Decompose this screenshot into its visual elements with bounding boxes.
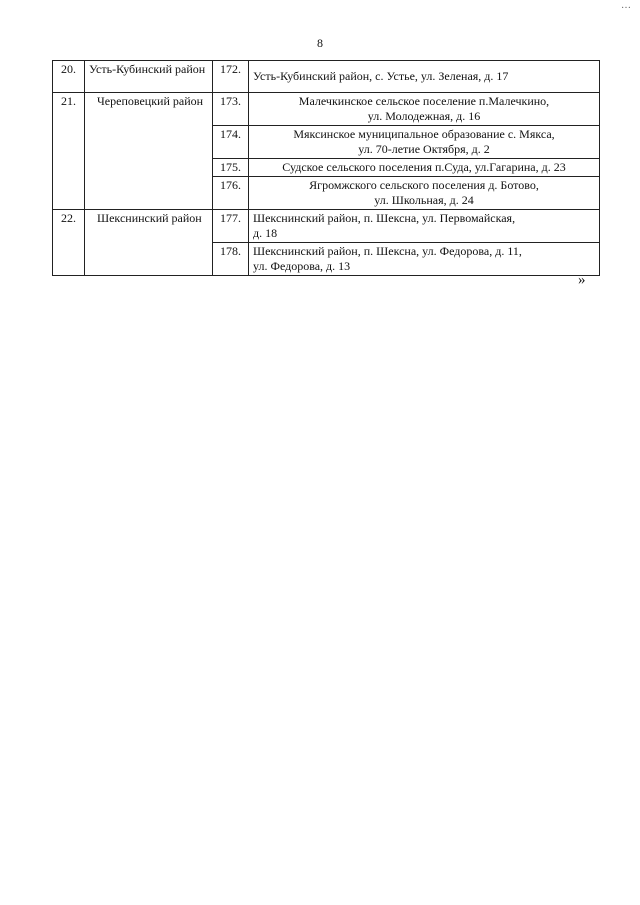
point-address	[249, 126, 600, 159]
point-address	[249, 210, 600, 243]
address-line: Шекснинский район, п. Шексна, ул. Первомайская,	[253, 211, 516, 225]
address-line: ул. Федорова, д. 13	[253, 259, 351, 273]
point-number: 173.	[213, 93, 249, 126]
address-line: Судское сельского поселения п.Суда, ул.Гагарина, д. 23	[282, 160, 566, 174]
address-line: ул. Школьная, д. 24	[374, 193, 474, 207]
corner-mark: …	[621, 0, 632, 11]
point-number: 172.	[213, 61, 249, 93]
address-line: Мяксинское муниципальное образование с. Мякса,	[293, 127, 555, 141]
page-number: 8	[317, 36, 323, 50]
point-number: 176.	[213, 177, 249, 210]
address-line: Усть-Кубинский район, с. Устье, ул. Зеленая, д. 17	[253, 69, 509, 83]
point-number: 174.	[213, 126, 249, 159]
district-name: Усть-Кубинский район	[85, 61, 213, 93]
district-name: Шекснинский район	[85, 210, 213, 276]
point-address	[249, 177, 600, 210]
row-number: 22.	[53, 210, 85, 276]
address-line: д. 18	[253, 226, 278, 240]
table-row	[53, 210, 600, 243]
point-number: 175.	[213, 159, 249, 177]
table-row	[53, 93, 600, 126]
address-line: Шекснинский район, п. Шексна, ул. Федорова, д. 11,	[253, 244, 522, 258]
point-address	[249, 93, 600, 126]
polling-stations-table	[52, 60, 600, 276]
address-line: Ягромжского сельского поселения д. Ботово,	[309, 178, 539, 192]
point-address	[249, 159, 600, 177]
district-name: Череповецкий район	[85, 93, 213, 210]
row-number: 20.	[53, 61, 85, 93]
point-number: 177.	[213, 210, 249, 243]
point-address	[249, 243, 600, 276]
point-address	[249, 61, 600, 93]
point-number: 178.	[213, 243, 249, 276]
address-line: Малечкинское сельское поселение п.Малечкино,	[298, 94, 550, 108]
address-line: ул. Молодежная, д. 16	[367, 109, 481, 123]
row-number: 21.	[53, 93, 85, 210]
closing-quote: »	[578, 272, 586, 288]
address-line: ул. 70-летие Октября, д. 2	[358, 142, 490, 156]
table-row	[53, 61, 600, 93]
